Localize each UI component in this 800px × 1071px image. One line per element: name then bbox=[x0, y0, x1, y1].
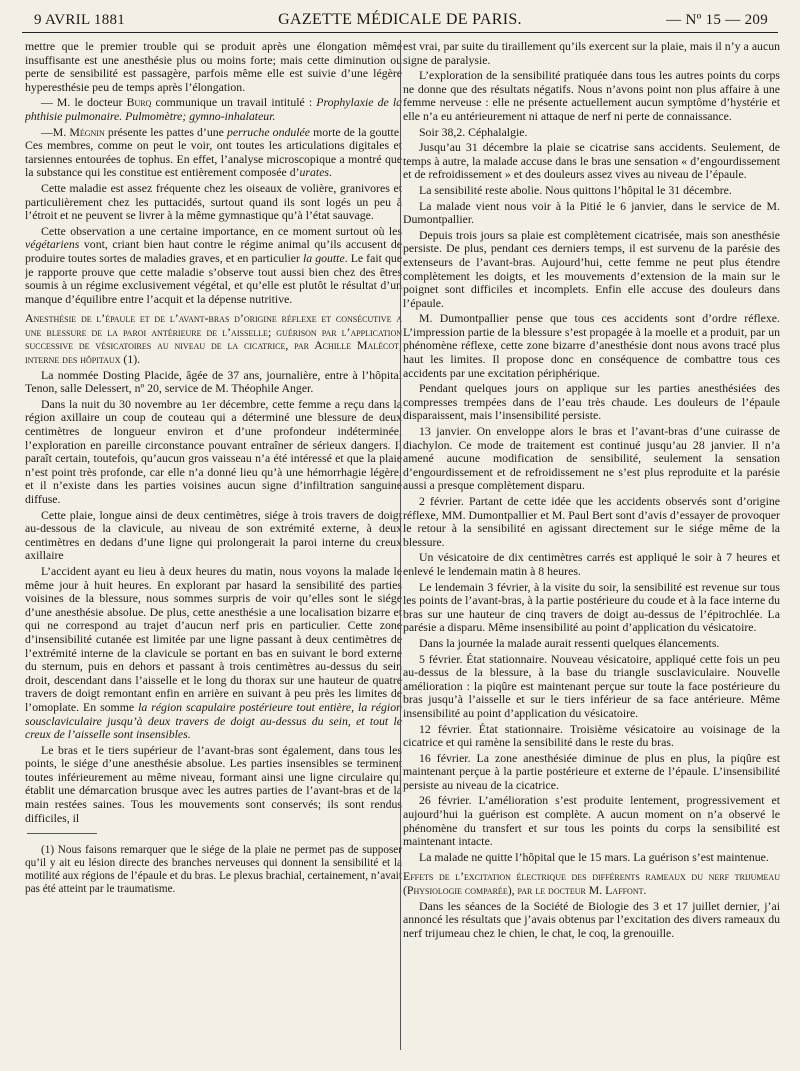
paragraph: La sensibilité reste abolie. Nous quittons l’hôpital le 31 décembre. bbox=[419, 182, 732, 197]
paragraph: Le bras et le tiers supérieur de l’avant-bras sont également, dans tous les points, le siége d’une anesthésie absolue. Les parties insensibles se terminent toutes inférieurement au même niveau, formant ainsi une ligne circulaire qui établit une démarcation brusque avec les autres parties de l’avant-bras et de la main restées saines. Tous les mouvements sont conservés; ils sont rendus difficiles, il bbox=[25, 742, 402, 825]
left-column bbox=[25, 40, 402, 1065]
paragraph: M. Dumontpallier pense que tous ces accidents sont d’ordre réflexe. L’impression partie de la blessure s’est propagée à la moelle et a produit, par un phénomène réflexe, cette zone bizarre d’anesthésie dont nous avons tracé plus haut les limites. Il propose donc en conséquence de combattre tous ces accidents par une excitation périphérique. bbox=[403, 311, 780, 380]
header-date: 9 AVRIL 1881 bbox=[34, 12, 126, 28]
paragraph: 13 janvier. On enveloppe alors le bras et l’avant-bras d’une cuirasse de diachylon. Ce mode de traitement est continué jusqu’au 28 janvier. Il n’a amené aucune modification de sensibilité, seulement la sensation d’engourdissement et de refroidissement ne s’est plus reproduite et la parésie aussi a presque complètement disparu. bbox=[403, 424, 780, 493]
author-name: Mégnin bbox=[69, 124, 105, 139]
paragraph: Cette maladie est assez fréquente chez les oiseaux de volière, granivores et particulièrement chez les puttacidés, surtout quand ils sont logés un peu à l’étroit et ne peuvent se livrer à la même gymnastique qu’à l’état sauvage. bbox=[25, 180, 402, 223]
header-issue: — Nº 15 — 209 bbox=[666, 12, 768, 28]
paragraph: Depuis trois jours sa plaie est complètement cicatrisée, mais son anesthésie persiste. De plus, pendant ces derniers temps, il est survenu de la parésie des extenseurs de l’avant-bras. Aujourd’hui, cette femme ne peut plus étendre complètement les doigts, et les mouvements d’extension de la main sur le poignet sont difficiles et incomplets. Enfin elle accuse des douleurs dans l’épaule. bbox=[403, 227, 780, 310]
paragraph: 12 février. État stationnaire. Troisième vésicatoire au voisinage de la cicatrice et qui ramène la sensibilité dans le reste du bras. bbox=[403, 721, 780, 750]
paragraph: Dans la nuit du 30 novembre au 1er décembre, cette femme a reçu dans la région axillaire un coup de couteau qui a déterminé une blessure de deux centimètres de longueur environ et d’une profondeur indéterminée, l’exploration en pareille circonstance pouvant entraîner de sérieux dangers. Il paraît certain, toutefois, qu’aucun gros vaisseau n’a été intéressé et que la plaie n’est point très profonde, car elle n’a donné lieu qu’à une hémorrhagie légère, et il n’existe dans les parties voisines aucun signe d’infiltration sanguine diffuse. bbox=[25, 396, 402, 506]
paragraph: Dans la journée la malade aurait ressenti quelques élancements. bbox=[419, 635, 720, 650]
paragraph: Jusqu’au 31 décembre la plaie se cicatrise sans accidents. Seulement, de temps à autre, la malade accuse dans le bras une sensation « d’engourdissement et de refroidissement » et des douleurs assez vives au niveau de l’épaule. bbox=[403, 140, 780, 182]
paragraph: mettre que le premier trouble qui se produit après une élongation même insuffisante est une anesthésie plus ou moins forte; mais cette diminution ou perte de sensibilité est passagère, parfois même elle est suivie d’une légère hyperesthésie peu de temps après l’élongation. bbox=[25, 40, 402, 94]
footnote-separator bbox=[27, 833, 97, 834]
paragraph: Soir 38,2. Céphalalgie. bbox=[419, 124, 528, 139]
footnote: (1) Nous faisons remarquer que le siége de la plaie ne permet pas de supposer qu’il y ait eu lésion directe des branches nerveuses qui donnent la sensibilité et la motilité aux régions de l’épaule et du bras. Le plexus brachial, certainement, n’avait pas été atteint par le traumatisme. bbox=[25, 844, 402, 896]
paragraph: L’accident ayant eu lieu à deux heures du matin, nous voyons la malade le même jour à huit heures. En explorant par hasard la sensibilité des parties voisines de la blessure, nous sommes surpris de voir qu’elles sont le siége d’une anesthésie absolue. De plus, cette anesthésie a une localisation bizarre et qui ne correspond au trajet d’aucun nerf pris en particulier. Cette zone d’insensibilité cutanée est limitée par une ligne passant à deux centimètres de l’extrémité interne de la clavicule se portant en bas en suivant le bord externe du sternum, puis en dehors et passant à trois centimètres au-dessus du sein droit, descendant dans l’aisselle et le long du thorax sur une hauteur de quatre travers de doigt remontant enfin en arrière en suivant à peu près les limites de l’omoplate. En somme la région scapulaire postérieure tout entière, la région sousclaviculaire jusqu’à deux travers de doigt au-dessus du sein, et tout le creux de l’aisselle sont insensibles. bbox=[25, 563, 402, 742]
header-rule bbox=[22, 32, 778, 33]
paragraph: Pendant quelques jours on applique sur les parties anesthésiées des compresses trempées dans de l’eau très chaude. Les douleurs de l’épaule disparaissent, mais l’insensibilité persiste. bbox=[403, 381, 780, 423]
section-heading: Anesthésie de l’épaule et de l’avant-bras d’origine réflexe et consécutive a une blessure de la paroi antérieure de l’aisselle; guérison par l’application successive de vésicatoires au niveau de la cicatrice, par Achille Malécot, interne des hôpitaux (1). bbox=[25, 311, 402, 367]
paragraph: La malade vient nous voir à la Pitié le 6 janvier, dans le service de M. Dumontpallier. bbox=[403, 198, 780, 227]
header-title: GAZETTE MÉDICALE DE PARIS. bbox=[278, 11, 522, 28]
author-name: Burq bbox=[126, 95, 152, 110]
paragraph: Dans les séances de la Société de Biologie des 3 et 17 juillet dernier, j’ai annoncé les résultats que j’avais obtenus par l’excitation des divers rameaux du nerf trijumeau chez le chien, le chat, le coq, la grenouille. bbox=[403, 898, 780, 940]
work-title: Prophylaxie de la phthisie pulmonaire. Pulmomètre; gymno-inhalateur. bbox=[25, 95, 402, 123]
paragraph: 26 février. L’amélioration s’est produite lentement, progressivement et aujourd’hui la guérison est complète. A aucun moment on n’a observé le phénomène du transfert et sur tous les points du corps la sensibilité est maintenant intacte. bbox=[403, 793, 780, 849]
paragraph: 5 février. État stationnaire. Nouveau vésicatoire, appliqué cette fois un peu au-dessus de la blessure, à la base du triangle susclaviculaire. Nouvelle amélioration : la piqûre est maintenant perçue sur toute la face postérieure du bras jusqu’à l’aisselle et sur le tiers inférieur de sa face antérieure. Même insensibilité au point d’application du vésicatoire. bbox=[403, 651, 780, 720]
paragraph: 2 février. Partant de cette idée que les accidents observés sont d’origine réflexe, MM. Dumontpallier et M. Paul Bert sont d’avis d’essayer de provoquer le retour à la sensibilité en agissant directement sur le siége même de la blessure. bbox=[403, 494, 780, 549]
paragraph: 16 février. La zone anesthésiée diminue de plus en plus, la piqûre est maintenant perçue à la partie postérieure et externe de l’épaule. L’insensibilité persiste au niveau de la cicatrice. bbox=[403, 750, 780, 792]
paragraph: Cette observation a une certaine importance, en ce moment surtout où les végétariens vont, criant bien haut contre le régime animal qu’ils accusent de produire toutes sortes de maladies graves, et en particulier la goutte. Le fait que je rapporte prouve que cette maladie s’observe tout aussi bien chez des êtres soumis à un régime exclusivement végétal, et qu’elle est plutôt le résultat d’un manque d’équilibre entre l’acquit et la dépense nutritive. bbox=[25, 223, 402, 306]
paragraph: Un vésicatoire de dix centimètres carrés est appliqué le soir à 7 heures et enlevé le lendemain matin à 8 heures. bbox=[403, 550, 780, 578]
right-column bbox=[403, 40, 780, 1065]
column-rule bbox=[400, 40, 401, 1050]
paragraph: — M. le docteur Burq communique un travail intitulé : Prophylaxie de la phthisie pulmonaire. Pulmomètre; gymno-inhalateur. bbox=[25, 95, 402, 123]
paragraph: La nommée Dosting Placide, âgée de 37 ans, journalière, entre à l’hôpital Tenon, salle Delessert, nº 20, service de M. Théophile Anger. bbox=[25, 367, 402, 396]
section-heading: Effets de l’excitation électrique des différents rameaux du nerf trijumeau (Physiologie comparée), par le docteur M. Laffont. bbox=[403, 869, 780, 898]
paragraph: La malade ne quitte l’hôpital que le 15 mars. La guérison s’est maintenue. bbox=[419, 849, 769, 864]
paragraph: Cette plaie, longue ainsi de deux centimètres, siége à trois travers de doigt au-dessous de la clavicule, au niveau de son extrémité externe, à deux centimètres en dedans d’une ligne qui prolongerait la paroi interne du creux axillaire bbox=[25, 507, 402, 563]
paragraph: —M. Mégnin présente les pattes d’une perruche ondulée morte de la goutte. Ces membres, comme on peut le voir, ont toutes les articulations digitales et tarsiennes entourées de tophus. En effet, l’analyse microscopique a montré que la substance qui les constitue est entièrement composée d’urates. bbox=[25, 124, 402, 180]
paragraph: Le lendemain 3 février, à la visite du soir, la sensibilité est revenue sur tous les points de l’avant-bras, à la partie postérieure du coude et à la face interne du bras sur une hauteur de cinq travers de doigt au-dessus de l’épitrochlée. La parésie a disparu. Même insensibilité au point d’application du vésicatoire. bbox=[403, 579, 780, 635]
paragraph: est vrai, par suite du tiraillement qu’ils exercent sur la plaie, mais il n’y a aucun signe de paralysie. bbox=[403, 40, 780, 67]
page-header bbox=[22, 8, 778, 34]
paragraph: L’exploration de la sensibilité pratiquée dans tous les autres points du corps ne donne que des résultats négatifs. Nous n’avons point non plus affaire à une femme nerveuse : elle ne présente actuellement aucun symptôme d’hystérie et elle n’a eu antérieurement ni attaque de nerf ni perte de connaissance. bbox=[403, 68, 780, 123]
